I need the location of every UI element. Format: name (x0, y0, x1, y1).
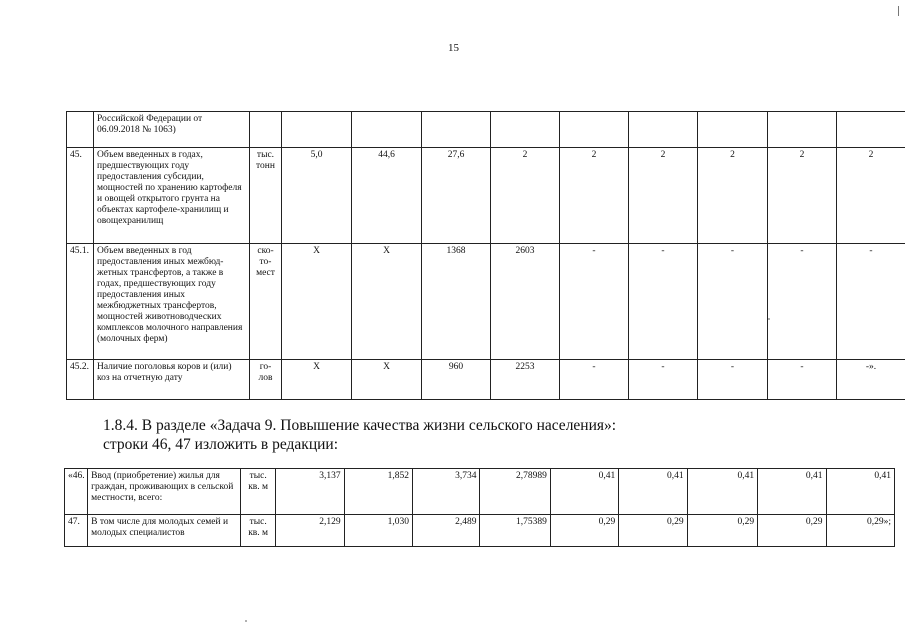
value-cell: 1,852 (344, 469, 412, 515)
value-cell: 0,41 (619, 469, 687, 515)
row-number-cell: 45.2. (67, 360, 94, 400)
value-cell: Х (352, 244, 422, 360)
value-cell: Х (352, 360, 422, 400)
value-cell: - (560, 360, 629, 400)
value-cell: - (629, 360, 698, 400)
value-cell: 0,41 (550, 469, 618, 515)
unit-cell: ско-то-мест (250, 244, 282, 360)
value-cell: 1,75389 (480, 515, 550, 547)
value-cell: - (698, 360, 768, 400)
heading-line-1: 1.8.4. В разделе «Задача 9. Повышение качества жизни сельского населения»: (103, 417, 617, 434)
indicator-name-cell: Наличие поголовья коров и (или) коз на отчетную дату (94, 360, 250, 400)
value-cell (768, 112, 837, 148)
value-cell: 0,29 (550, 515, 618, 547)
value-cell: 2253 (491, 360, 560, 400)
page-number: 15 (448, 42, 459, 54)
indicator-name-cell: Ввод (приобретение) жилья для граждан, проживающих в сельской местности, всего: (88, 469, 241, 515)
value-cell: - (837, 244, 905, 360)
value-cell: 2,78989 (480, 469, 550, 515)
value-cell: 5,0 (282, 148, 352, 244)
heading-line-2: строки 46, 47 изложить в редакции: (103, 436, 339, 453)
value-cell: 2 (629, 148, 698, 244)
value-cell (352, 112, 422, 148)
table-row (67, 360, 905, 400)
value-cell: - (560, 244, 629, 360)
unit-cell: го-лов (250, 360, 282, 400)
value-cell: Х (282, 360, 352, 400)
table-row (67, 244, 905, 360)
value-cell: 2,489 (413, 515, 480, 547)
speck (768, 318, 770, 320)
value-cell: 0,41 (758, 469, 826, 515)
value-cell: 44,6 (352, 148, 422, 244)
value-cell: 2 (698, 148, 768, 244)
value-cell: 0,29 (758, 515, 826, 547)
value-cell: 1368 (422, 244, 491, 360)
unit-cell: тыс. тонн (250, 148, 282, 244)
value-cell: 3,137 (276, 469, 344, 515)
section-heading (103, 416, 616, 454)
table-row (67, 148, 905, 244)
unit-cell: тыс. кв. м (241, 515, 276, 547)
value-cell: 0,29»; (826, 515, 895, 547)
value-cell: 0,41 (826, 469, 895, 515)
value-cell: 2 (491, 148, 560, 244)
value-cell: - (698, 244, 768, 360)
value-cell: 0,29 (619, 515, 687, 547)
value-cell: 27,6 (422, 148, 491, 244)
unit-cell: тыс. кв. м (241, 469, 276, 515)
value-cell (422, 112, 491, 148)
value-cell: 2 (560, 148, 629, 244)
value-cell: - (768, 244, 837, 360)
indicators-table-1 (66, 111, 905, 400)
value-cell: 960 (422, 360, 491, 400)
value-cell (698, 112, 768, 148)
row-number-cell: 45.1. (67, 244, 94, 360)
row-number-cell: «46. (65, 469, 88, 515)
indicator-name-cell: Объем введенных в год предоставления иных межбюд-жетных трансфертов, а также в годах, предшествующих году предоставления иных межбюджетных трансфертов, мощностей животноводческих комплексов молочного направления (молочных ферм) (94, 244, 250, 360)
value-cell: - (629, 244, 698, 360)
value-cell: 3,734 (413, 469, 480, 515)
table-row (65, 469, 895, 515)
edge-mark (898, 6, 899, 16)
speck (245, 620, 247, 622)
value-cell: Х (282, 244, 352, 360)
row-number-cell: 47. (65, 515, 88, 547)
value-cell (629, 112, 698, 148)
value-cell: -». (837, 360, 905, 400)
indicators-table-2 (64, 468, 895, 547)
value-cell: - (768, 360, 837, 400)
value-cell: 0,29 (687, 515, 757, 547)
value-cell (491, 112, 560, 148)
value-cell (837, 112, 905, 148)
indicator-name-cell: В том числе для молодых семей и молодых специалистов (88, 515, 241, 547)
table-row (65, 515, 895, 547)
row-number-cell: 45. (67, 148, 94, 244)
value-cell: 2,129 (276, 515, 344, 547)
indicator-name-cell: Объем введенных в годах, предшествующих году предоставления субсидии, мощностей по хранению картофеля и овощей открытого грунта на объектах картофеле-хранилищ и овощехранилищ (94, 148, 250, 244)
value-cell: 0,41 (687, 469, 757, 515)
value-cell: 1,030 (344, 515, 412, 547)
table-row (67, 112, 905, 148)
value-cell: 2 (768, 148, 837, 244)
row-number-cell (67, 112, 94, 148)
value-cell (282, 112, 352, 148)
value-cell: 2 (837, 148, 905, 244)
value-cell: 2603 (491, 244, 560, 360)
unit-cell (250, 112, 282, 148)
indicator-name-cell: Российской Федерации от 06.09.2018 № 1063) (94, 112, 250, 148)
value-cell (560, 112, 629, 148)
